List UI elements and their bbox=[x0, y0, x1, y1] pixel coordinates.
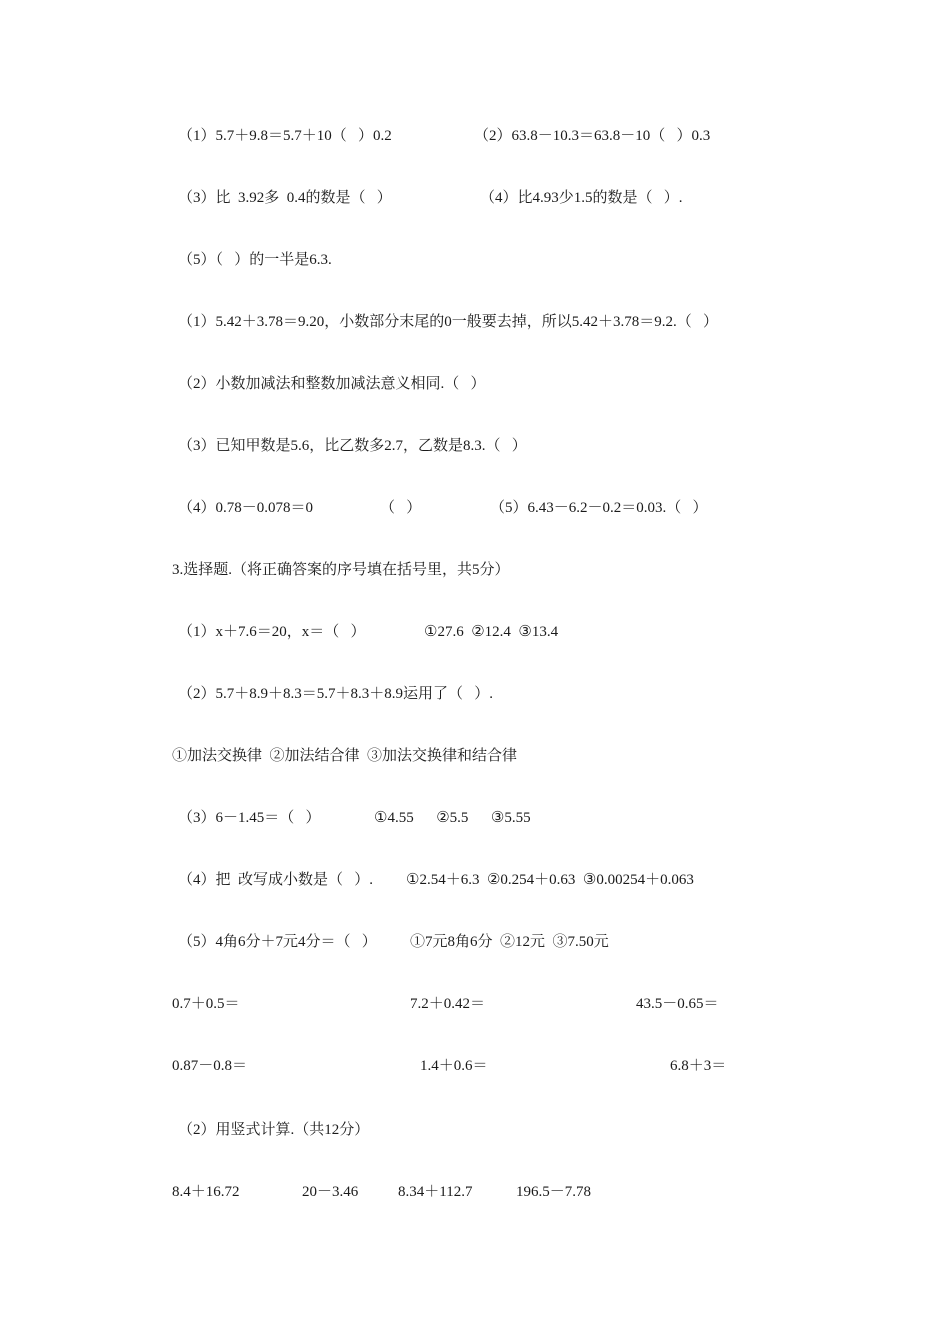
vertical-calc-e3: 8.34＋112.7 bbox=[398, 1184, 473, 1200]
fill-blank-q2: （2）63.8－10.3＝63.8－10（ ）0.3 bbox=[474, 128, 711, 144]
oral-calc-r1c1: 0.7＋0.5＝ bbox=[172, 996, 240, 1012]
choice-q5: （5）4角6分＋7元4分＝（ ） bbox=[178, 934, 377, 950]
oral-calc-r2c2: 1.4＋0.6＝ bbox=[420, 1058, 488, 1074]
choice-q5-options: ①7元8角6分 ②12元 ③7.50元 bbox=[410, 934, 609, 950]
oral-calc-r2c3: 6.8＋3＝ bbox=[670, 1058, 727, 1074]
true-false-q3: （3）已知甲数是5.6，比乙数多2.7，乙数是8.3.（ ） bbox=[178, 438, 527, 454]
choice-heading: 3.选择题.（将正确答案的序号填在括号里，共5分） bbox=[172, 562, 510, 578]
vertical-calc-e4: 196.5－7.78 bbox=[516, 1184, 592, 1200]
choice-q1-options: ①27.6 ②12.4 ③13.4 bbox=[424, 624, 559, 640]
fill-blank-q5: （5）（ ）的一半是6.3. bbox=[178, 252, 332, 268]
true-false-q5: （5）6.43－6.2－0.2＝0.03.（ ） bbox=[490, 500, 708, 516]
true-false-q4-expression: （4）0.78－0.078＝0 bbox=[178, 500, 314, 516]
choice-q2: （2）5.7＋8.9＋8.3＝5.7＋8.3＋8.9运用了（ ）. bbox=[178, 686, 494, 702]
choice-q4: （4）把 改写成小数是（ ）. bbox=[178, 872, 374, 888]
true-false-q2: （2）小数加减法和整数加减法意义相同.（ ） bbox=[178, 376, 486, 392]
fill-blank-q4: （4）比4.93少1.5的数是（ ）. bbox=[480, 190, 683, 206]
vertical-calc-e1: 8.4＋16.72 bbox=[172, 1184, 240, 1200]
fill-blank-q3: （3）比 3.92多 0.4的数是（ ） bbox=[178, 190, 392, 206]
choice-q2-options: ①加法交换律 ②加法结合律 ③加法交换律和结合律 bbox=[172, 748, 518, 764]
fill-blank-q1: （1）5.7＋9.8＝5.7＋10（ ）0.2 bbox=[178, 128, 392, 144]
choice-q1: （1）x＋7.6＝20，x＝（ ） bbox=[178, 624, 366, 640]
choice-q4-options: ①2.54＋6.3 ②0.254＋0.63 ③0.00254＋0.063 bbox=[406, 872, 694, 888]
oral-calc-r1c2: 7.2＋0.42＝ bbox=[410, 996, 486, 1012]
true-false-q1: （1）5.42＋3.78＝9.20，小数部分末尾的0一般要去掉，所以5.42＋3.78＝9.2.（ ） bbox=[178, 314, 719, 330]
choice-q3-options: ①4.55 ②5.5 ③5.55 bbox=[374, 810, 531, 826]
oral-calc-r1c3: 43.5－0.65＝ bbox=[636, 996, 719, 1012]
vertical-calc-e2: 20－3.46 bbox=[302, 1184, 359, 1200]
true-false-q4-paren: （ ） bbox=[380, 500, 422, 516]
choice-q3: （3）6－1.45＝（ ） bbox=[178, 810, 321, 826]
vertical-calc-heading: （2）用竖式计算.（共12分） bbox=[178, 1122, 370, 1138]
oral-calc-r2c1: 0.87－0.8＝ bbox=[172, 1058, 248, 1074]
